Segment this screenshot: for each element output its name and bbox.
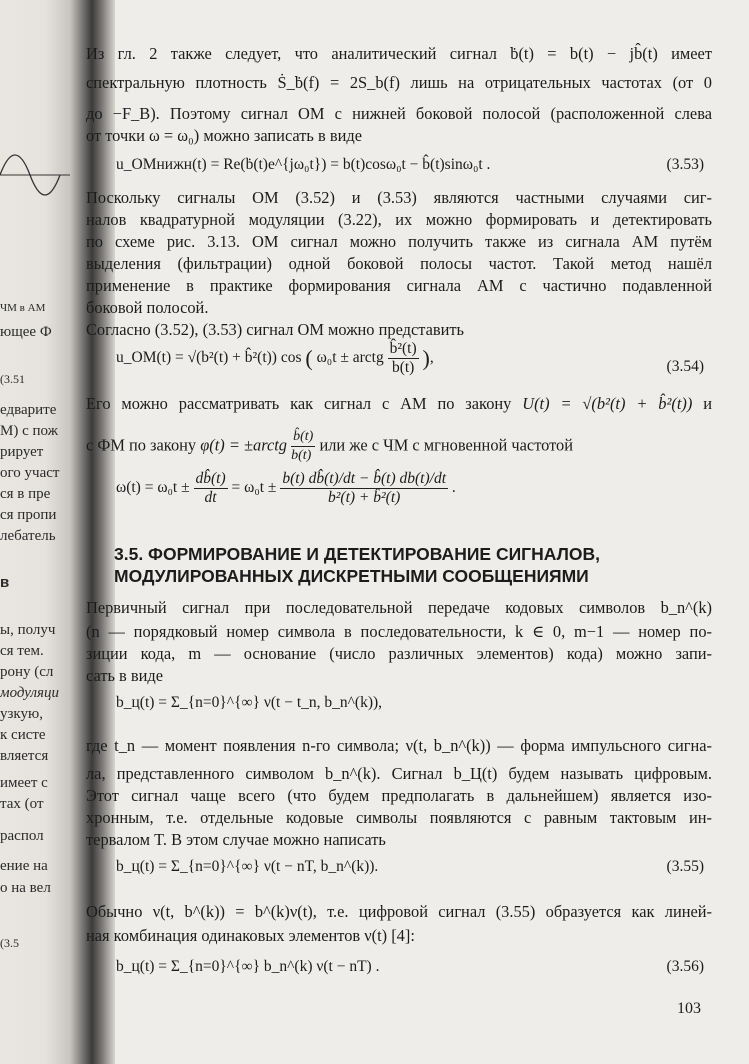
left-fragment: тах (от: [0, 796, 44, 812]
text-line: с ФМ по закону φ(t) = ±arctg $\frac{b̂(t)}{b(t)}$ или же с ЧМ с мгновенной частотой: [86, 429, 574, 463]
text-line: Первичный сигнал при последовательной передаче кодовых символов b_n^(k): [86, 598, 712, 617]
left-fragment: ся в пре: [0, 486, 51, 502]
equation-3-53: u_ОМнижн(t) = Re(ḃ(t)e^{jω₀t}) = b(t)cosω₀t − b̂(t)sinω₀t .: [116, 156, 491, 173]
text-line: тервалом T. В этом случае можно написать: [86, 830, 386, 849]
left-fragment: к систе: [0, 727, 46, 743]
book-page: [86, 0, 749, 1064]
text-line: Этот сигнал чаще всего (что будем предполагать в дальнейшем) является изо-: [86, 786, 712, 805]
equation-number: (3.53): [666, 156, 704, 173]
text-line: хронным, т.е. отдельные кодовые символы появляются с равным тактовым ин-: [86, 808, 712, 827]
equation-3-55: b_ц(t) = Σ_{n=0}^{∞} ν(t − nT, b_n^(k)).: [116, 858, 379, 875]
left-fragment: едварите: [0, 402, 57, 418]
left-fragment: ся тем.: [0, 643, 44, 659]
left-fragment: ЧМ в АМ: [0, 302, 46, 314]
equation-3-54: u_ОМ(t) = √(b²(t) + b̂²(t)) cos ( ω₀t ± arctg $\frac{\text{b̂²(t)}}{b(t)}$ ),: [116, 340, 434, 376]
text-line: сать в виде: [86, 666, 164, 685]
section-heading: 3.5. ФОРМИРОВАНИЕ И ДЕТЕКТИРОВАНИЕ СИГНАЛОВ, МОДУЛИРОВАННЫХ ДИСКРЕТНЫМИ СООБЩЕНИЯМИ: [114, 544, 600, 586]
left-fragment: (3.5: [0, 936, 19, 950]
equation-3-56: b_ц(t) = Σ_{n=0}^{∞} b_n^(k) ν(t − nT) .: [116, 958, 380, 975]
text-line: зиции кода, m — основание (число различных элементов) кода) можно запи-: [86, 644, 712, 663]
text-line: где t_n — момент появления n-го символа; ν(t, b_n^(k)) — форма импульсного сигна-: [86, 736, 712, 755]
equation-digital-signal: b_ц(t) = Σ_{n=0}^{∞} ν(t − t_n, b_n^(k)),: [116, 694, 383, 711]
left-fragment: ение на: [0, 858, 48, 874]
text-line: выделения (фильтрации) одной боковой полосы частот. Такой метод нашёл: [86, 254, 712, 273]
text-line: спектральную плотность Ṡ_ḃ(f) = 2S_b(f) лишь на отрицательных частотах (от 0: [86, 73, 712, 92]
left-fragment: (3.51: [0, 372, 25, 386]
equation-number: (3.56): [666, 958, 704, 975]
equation-number: (3.54): [666, 358, 704, 375]
equation-number: (3.55): [666, 858, 704, 875]
left-fragment: М) с пож: [0, 423, 59, 439]
text-line: Поскольку сигналы ОМ (3.52) и (3.53) являются частными случаями сиг-: [86, 188, 712, 207]
text-line: применение в практике формирования сигнала АМ с частично подавленной: [86, 276, 712, 295]
left-fragment: модуляци: [0, 685, 60, 701]
sine-wave-figure: [0, 130, 70, 220]
left-fragment: в: [0, 574, 10, 591]
text-line: Согласно (3.52), (3.53) сигнал ОМ можно представить: [86, 320, 465, 339]
equation-instant-frequency: ω(t) = ω₀t ± $\frac{db̂(t)}{dt}$ = ω₀t ± $\frac{b(t) db̂(t)/dt - b̂(t) db(t)/dt}{\text{b²(t) + b̂²(t)}}$ .: [116, 470, 456, 506]
text-line: Его можно рассматривать как сигнал с АМ по закону U(t) = √(b²(t) + b̂²(t)) и: [86, 394, 712, 413]
text-line: по схеме рис. 3.13. ОМ сигнал можно получить также из сигнала АМ путём: [86, 232, 712, 251]
text-line: (n — порядковый номер символа в последовательности, k ∈ 0, m−1 — номер по-: [86, 622, 712, 641]
text-line: от точки ω = ω₀) можно записать в виде: [86, 126, 362, 145]
left-fragment: ы, получ: [0, 622, 56, 638]
text-line: Из гл. 2 также следует, что аналитический сигнал ḃ(t) = b(t) − jb̂(t) имеет: [86, 44, 712, 63]
text-line: боковой полосой.: [86, 298, 209, 317]
left-fragment: ого участ: [0, 465, 60, 481]
page-number: 103: [677, 1000, 701, 1017]
left-fragment: ся пропи: [0, 507, 57, 523]
left-fragment: рирует: [0, 444, 44, 460]
text-line: налов квадратурной модуляции (3.22), их можно формировать и детектировать: [86, 210, 712, 229]
text-line: до −F_B). Поэтому сигнал ОМ с нижней боковой полосой (расположенной слева: [86, 104, 712, 123]
left-fragment: ющее Ф: [0, 324, 52, 340]
left-fragment: имеет с: [0, 775, 48, 791]
text-line: ная комбинация одинаковых элементов ν(t) [4]:: [86, 926, 415, 945]
left-fragment: лебатель: [0, 528, 56, 544]
left-fragment: узкую,: [0, 706, 43, 722]
left-fragment: распол: [0, 828, 44, 844]
left-fragment: о на вел: [0, 880, 51, 896]
text-line: Обычно ν(t, b^(k)) = b^(k)ν(t), т.е. цифровой сигнал (3.55) образуется как линей-: [86, 902, 712, 921]
left-fragment: рону (сл: [0, 664, 54, 680]
text-line: ла, представленного символом b_n^(k). Сигнал b_Ц(t) будем называть цифровым.: [86, 764, 712, 783]
left-fragment: вляется: [0, 748, 49, 764]
